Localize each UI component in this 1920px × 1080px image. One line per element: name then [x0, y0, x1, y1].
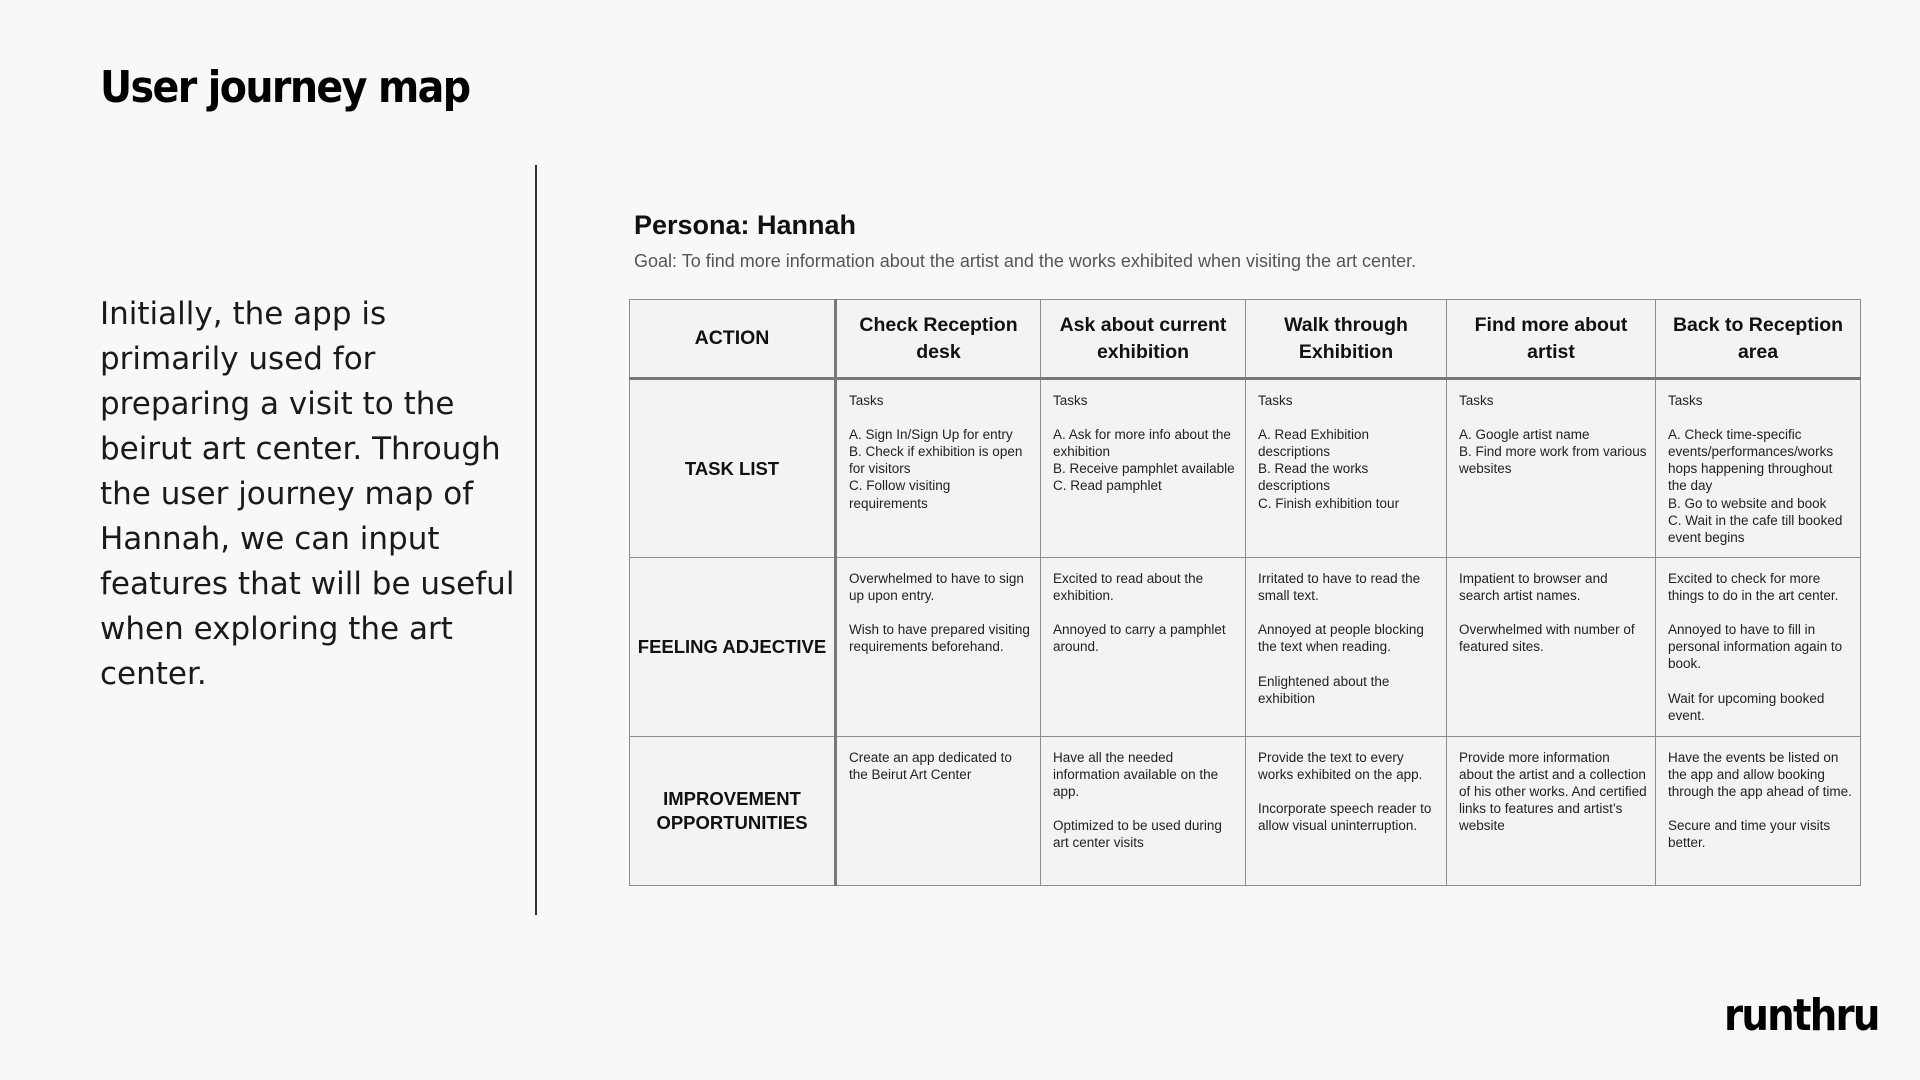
cell-paragraph: A. Google artist name B. Find more work from various websites: [1459, 427, 1647, 477]
improvement-cell: [1246, 737, 1447, 886]
cell-paragraph: Incorporate speech reader to allow visual uninterruption.: [1258, 801, 1432, 834]
column-header-find-artist: Find more about artist: [1447, 300, 1656, 379]
cell-paragraph: Wait for upcoming booked event.: [1668, 690, 1825, 723]
row-header-task-list: TASK LIST: [630, 379, 836, 558]
feeling-cell: [1246, 558, 1447, 737]
row-header-feeling-adjective: FEELING ADJECTIVE: [630, 558, 836, 737]
cell-paragraph: Tasks: [1258, 393, 1293, 408]
cell-paragraph: Secure and time your visits better.: [1668, 818, 1831, 851]
cell-paragraph: Irritated to have to read the small text.: [1258, 571, 1421, 604]
cell-paragraph: A. Sign In/Sign Up for entry B. Check if exhibition is open for visitors C. Follow visiting requirements: [849, 427, 1023, 511]
column-header-check-reception: Check Reception desk: [836, 300, 1041, 379]
cell-paragraph: Provide more information about the artist and a collection of his other works. And certified links to features and artist’s website: [1459, 750, 1647, 834]
feeling-cell: [1041, 558, 1246, 737]
brand-logo: runthru: [1724, 990, 1879, 1041]
improvement-opportunities-row: [630, 737, 1861, 886]
cell-paragraph: Tasks: [849, 393, 884, 408]
cell-paragraph: Have all the needed information available on the app.: [1053, 750, 1219, 800]
task-cell: [1041, 379, 1246, 558]
cell-paragraph: Have the events be listed on the app and allow booking through the app ahead of time.: [1668, 750, 1852, 800]
action-header-row: [630, 300, 1861, 379]
cell-paragraph: Impatient to browser and search artist names.: [1459, 571, 1608, 604]
cell-paragraph: Enlightened about the exhibition: [1258, 673, 1390, 706]
task-list-row: [630, 379, 1861, 558]
task-cell: [836, 379, 1041, 558]
intro-paragraph: Initially, the app is primarily used for preparing a visit to the beirut art center. Through the user journey map of Hannah, we can input features that will be useful when exploring the art center.: [100, 296, 515, 692]
goal-text: Goal: To find more information about the artist and the works exhibited when visiting the art center.: [634, 251, 1417, 271]
improvement-cell: [1041, 737, 1246, 886]
row-header-improvement-opportunities: IMPROVEMENT OPPORTUNITIES: [630, 737, 836, 886]
journey-map-table: [629, 299, 1861, 886]
vertical-divider: [535, 165, 537, 915]
cell-paragraph: Tasks: [1668, 393, 1703, 408]
feeling-cell: [836, 558, 1041, 737]
cell-paragraph: Overwhelmed to have to sign up upon entry.: [849, 571, 1024, 604]
cell-paragraph: Annoyed at people blocking the text when reading.: [1258, 622, 1424, 655]
column-header-ask-exhibition: Ask about current exhibition: [1041, 300, 1246, 379]
page-title: User journey map: [100, 62, 470, 113]
cell-paragraph: Excited to check for more things to do in the art center.: [1668, 571, 1839, 604]
cell-paragraph: Create an app dedicated to the Beirut Art Center: [849, 750, 1012, 783]
cell-paragraph: A. Ask for more info about the exhibition B. Receive pamphlet available C. Read pamphlet: [1053, 427, 1235, 494]
cell-paragraph: Annoyed to carry a pamphlet around.: [1053, 622, 1226, 655]
feeling-cell: [1447, 558, 1656, 737]
column-header-walk-exhibition: Walk through Exhibition: [1246, 300, 1447, 379]
cell-paragraph: Optimized to be used during art center visits: [1053, 818, 1222, 851]
cell-paragraph: Provide the text to every works exhibited on the app.: [1258, 750, 1423, 783]
cell-paragraph: Wish to have prepared visiting requirements beforehand.: [849, 622, 1030, 655]
column-header-back-reception: Back to Reception area: [1656, 300, 1861, 379]
improvement-cell: [1447, 737, 1656, 886]
cell-paragraph: Tasks: [1053, 393, 1088, 408]
cell-paragraph: A. Read Exhibition descriptions B. Read the works descriptions C. Finish exhibition tour: [1258, 427, 1400, 511]
feeling-adjective-row: [630, 558, 1861, 737]
task-cell: [1246, 379, 1447, 558]
cell-paragraph: Overwhelmed with number of featured sites.: [1459, 622, 1635, 655]
task-cell: [1447, 379, 1656, 558]
cell-paragraph: A. Check time-specific events/performances/works hops happening throughout the day B. Go to website and book C. Wait in the cafe till booked event begins: [1668, 427, 1843, 545]
improvement-cell: [1656, 737, 1861, 886]
persona-heading: Persona: Hannah: [634, 210, 857, 240]
cell-paragraph: Tasks: [1459, 393, 1494, 408]
cell-paragraph: Annoyed to have to fill in personal information again to book.: [1668, 622, 1843, 672]
task-cell: [1656, 379, 1861, 558]
improvement-cell: [836, 737, 1041, 886]
cell-paragraph: Excited to read about the exhibition.: [1053, 571, 1204, 604]
action-corner-label: ACTION: [630, 300, 836, 379]
feeling-cell: [1656, 558, 1861, 737]
